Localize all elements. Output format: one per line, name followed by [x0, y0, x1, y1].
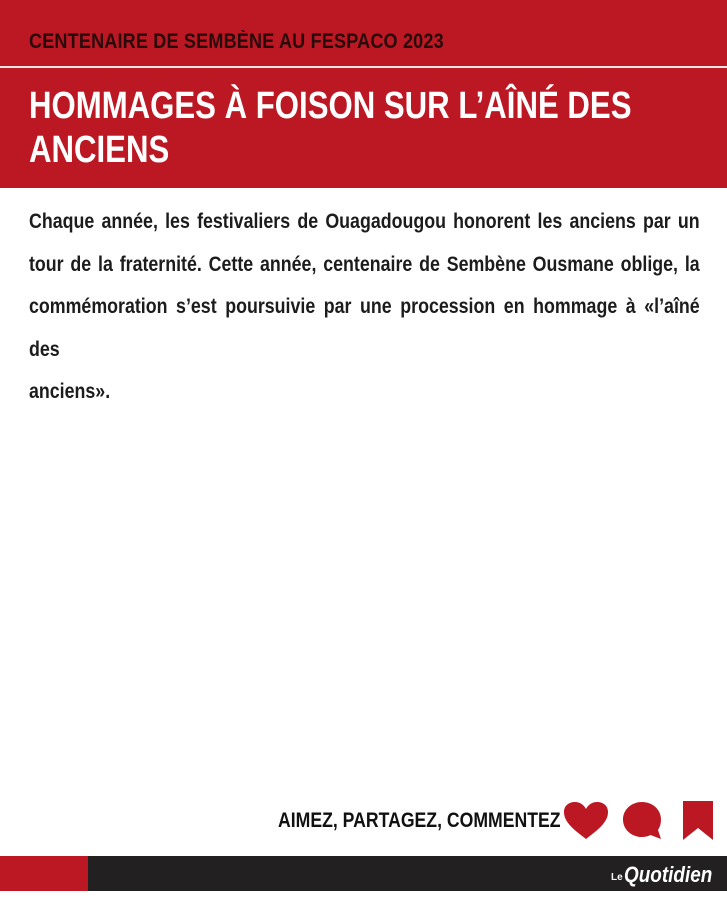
logo-prefix: Le — [611, 872, 623, 883]
article-lede — [29, 200, 700, 413]
footer-accent-bar — [0, 856, 88, 891]
lede-text: Chaque année, les festivaliers de Ouagadougou honorent les anciens par un tour de la fraternité. Cette année, centenaire de Sembène Ousmane oblige, la commémoration s’est poursuivie par une procession en hommage à «l’aîné des — [29, 209, 700, 361]
headline: HOMMAGES À FOISON SUR L’AÎNÉ DES ANCIENS — [29, 85, 632, 171]
divider — [0, 66, 727, 68]
lede-last-line: anciens». — [29, 379, 111, 403]
bookmark-icon[interactable] — [683, 801, 713, 840]
heart-icon[interactable] — [563, 801, 609, 841]
call-to-action: AIMEZ, PARTAGEZ, COMMENTEZ — [278, 809, 561, 832]
comment-icon[interactable] — [622, 801, 664, 841]
le-quotidien-logo — [611, 858, 726, 890]
kicker: CENTENAIRE DE SEMBÈNE AU FESPACO 2023 — [29, 30, 444, 53]
logo-name: Quotidien — [623, 862, 712, 887]
header-banner — [0, 0, 727, 188]
